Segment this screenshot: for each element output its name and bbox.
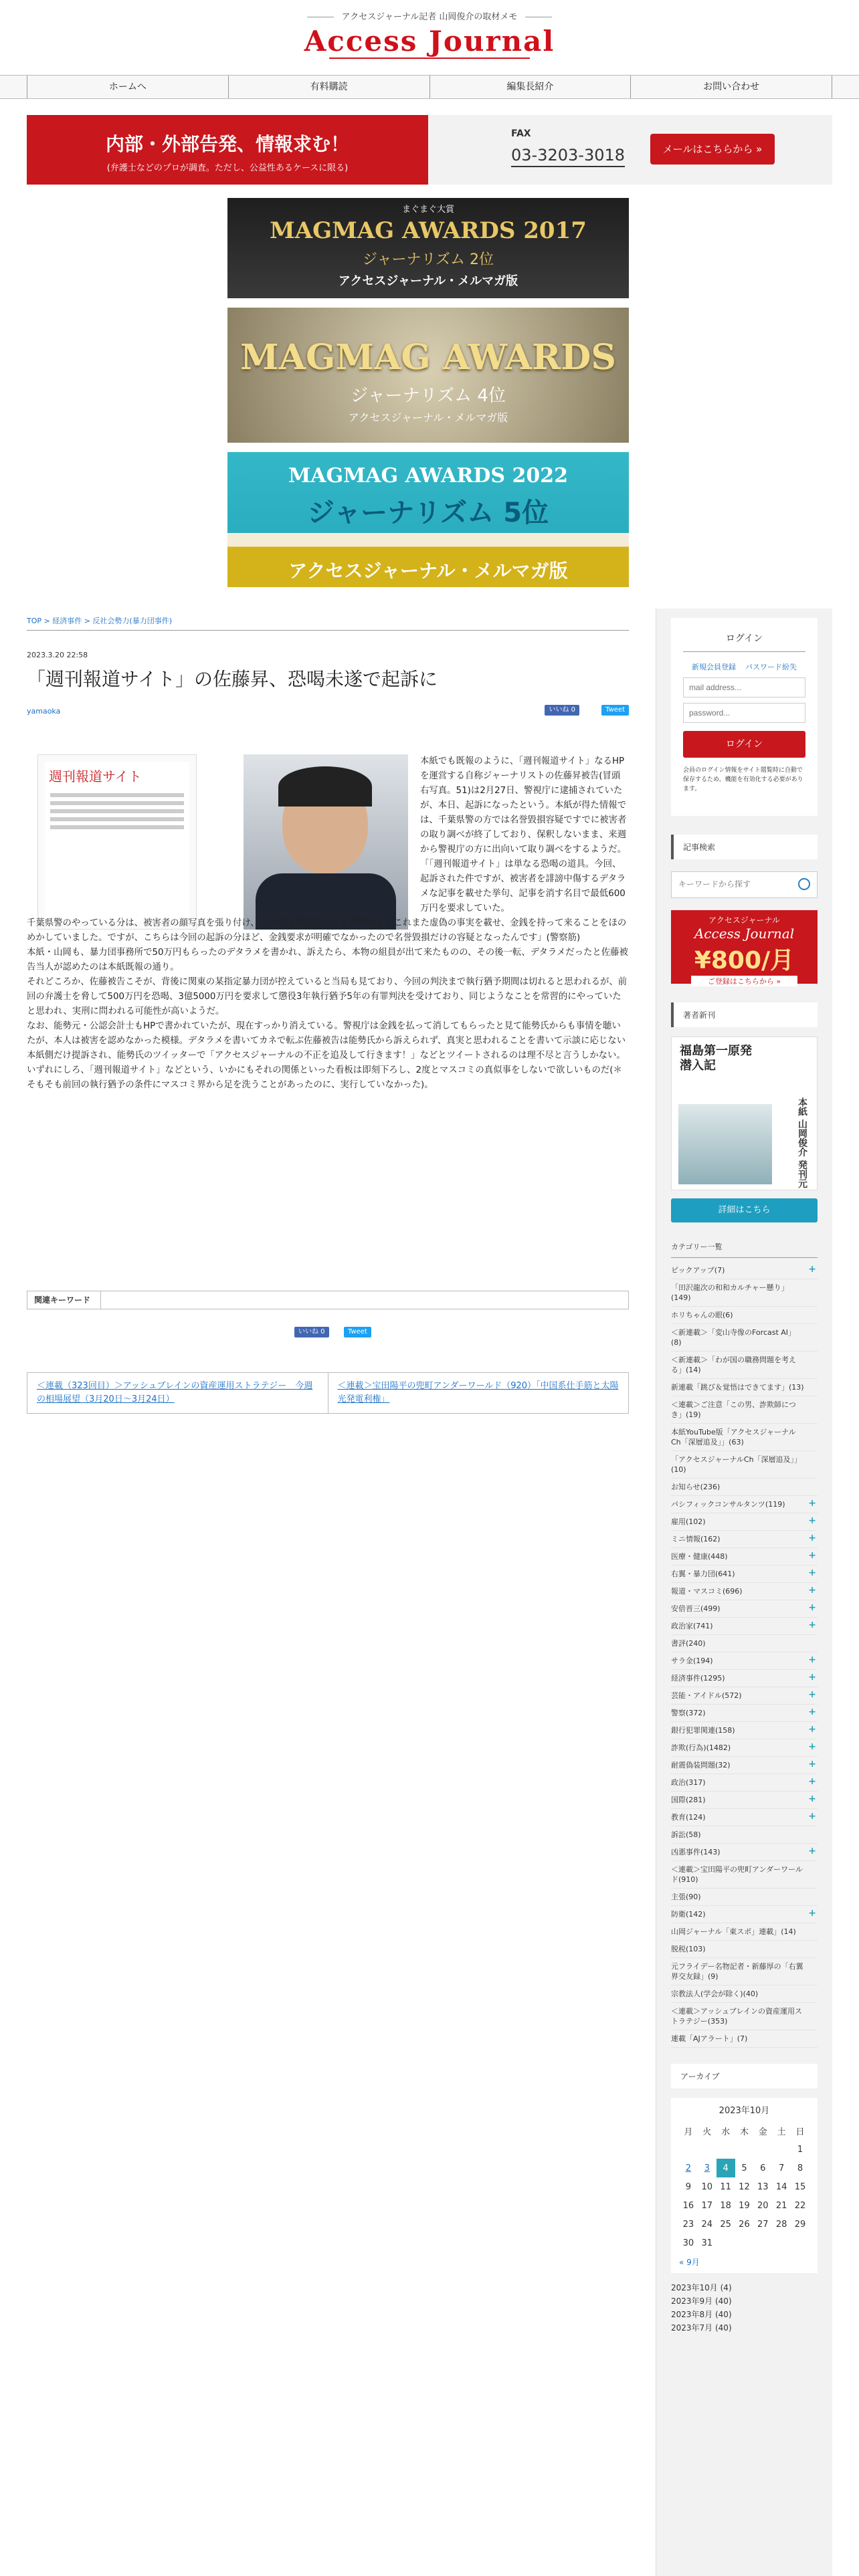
post-date: 2023.3.20 22:58 xyxy=(27,651,88,659)
book-author: 本紙 山岡俊介 発刊元 xyxy=(797,1097,807,1188)
book-detail-button[interactable]: 詳細はこちら xyxy=(671,1198,818,1222)
category-item[interactable] xyxy=(671,1809,818,1826)
facebook-like-button-bottom[interactable]: いいね 0 xyxy=(294,1327,329,1337)
article-paragraph: それどころか、佐藤被告こそが、背後に関東の某指定暴力団が控えていると当局も見ており、今回の判決まで執行猶予期間は切れると思われるが、前回の弁護士を脅して500万円を恐喝、3億5000万円を要求して懲役3年執行猶予5年の有罪判決を受けており、同じようなことを常習的にやっていたと思われ、実刑に問われる可能性が高いようだ。 xyxy=(27,977,628,1016)
category-label: 書評(240) xyxy=(671,1639,706,1648)
calendar-day: 16 xyxy=(682,2200,694,2211)
calendar-day xyxy=(698,2140,717,2159)
calendar-day: 18 xyxy=(720,2200,731,2211)
calendar-day: 31 xyxy=(701,2238,713,2248)
award-rank: ジャーナリズム 2位 xyxy=(362,251,494,268)
site-logo[interactable]: Access Journal xyxy=(304,25,555,58)
expand-plus-icon[interactable]: + xyxy=(808,1759,816,1769)
category-item[interactable] xyxy=(671,1396,818,1424)
category-item[interactable] xyxy=(671,1652,818,1670)
category-item[interactable] xyxy=(671,1670,818,1687)
book-cover[interactable] xyxy=(671,1037,818,1190)
category-item[interactable] xyxy=(671,1705,818,1722)
calendar-day: 20 xyxy=(757,2200,769,2211)
calendar-day: 13 xyxy=(757,2181,769,2192)
category-label: 元フライデー名物記者・新藤厚の「右翼界交友録」(9) xyxy=(671,1962,803,1981)
book-title-line2: 潜入記 xyxy=(680,1059,716,1073)
site-tagline: アクセスジャーナル記者 山岡俊介の取材メモ xyxy=(0,0,859,22)
category-label: 銀行犯罪関連(158) xyxy=(671,1726,735,1735)
calendar-day: 19 xyxy=(739,2200,750,2211)
login-note: 会員のログイン情報をサイト閲覧時に自動で保存するため、機能を有効化する必要があります。 xyxy=(683,767,803,792)
calendar-day: 12 xyxy=(739,2181,750,2192)
calendar-day: 5 xyxy=(741,2163,747,2173)
calendar-day: 28 xyxy=(775,2219,787,2230)
expand-plus-icon[interactable]: + xyxy=(808,1620,816,1630)
category-item[interactable] xyxy=(671,1844,818,1861)
category-label: ＜新連載＞「変山寺像のForcast AI」(8) xyxy=(671,1328,796,1347)
expand-plus-icon[interactable]: + xyxy=(808,1794,816,1804)
calendar-day: 26 xyxy=(739,2219,750,2230)
post-navigation xyxy=(27,1372,629,1414)
screenshot-title: 週刊報道サイト xyxy=(49,768,142,784)
category-list xyxy=(671,1262,818,2048)
article-body xyxy=(27,754,629,1093)
category-item[interactable] xyxy=(671,1958,818,1985)
calendar-day: 27 xyxy=(757,2219,769,2230)
category-label: 経済事件(1295) xyxy=(671,1674,725,1683)
calendar-day: 21 xyxy=(775,2200,787,2211)
tweet-button-bottom[interactable]: Tweet xyxy=(344,1327,371,1337)
search-icon[interactable] xyxy=(798,878,810,890)
expand-plus-icon[interactable]: + xyxy=(808,1689,816,1700)
category-label: 右翼・暴力団(641) xyxy=(671,1570,735,1578)
calendar-weekday: 水 xyxy=(721,2127,731,2137)
tip-promo-banner xyxy=(27,115,832,185)
article-paragraph: 本紙・山岡も、暴力団事務所で50万円もらったのデタラメを書かれ、訴えたら、本物の組員が出て来たものの、その後一転、デタラメだったと佐藤被告当人が認めたのは本紙既報の通り。 xyxy=(27,948,628,972)
expand-plus-icon[interactable]: + xyxy=(808,1672,816,1683)
calendar-day: 24 xyxy=(701,2219,713,2230)
category-label: ＜連載＞アッシュブレインの資産運用ストラテジー(353) xyxy=(671,2007,803,2026)
archive-month-link[interactable]: 2023年10月 (4) xyxy=(671,2283,732,2292)
archive-month-link[interactable]: 2023年8月 (40) xyxy=(671,2310,732,2319)
award-rank: ジャーナリズム 4位 xyxy=(351,386,506,406)
category-item[interactable] xyxy=(671,1687,818,1705)
category-item[interactable] xyxy=(671,1262,818,1279)
category-item[interactable] xyxy=(671,1279,818,1307)
category-item[interactable] xyxy=(671,1479,818,1496)
calendar-day: 22 xyxy=(794,2200,806,2211)
calendar-day: 14 xyxy=(775,2181,787,2192)
calendar-day: 11 xyxy=(720,2181,731,2192)
category-label: 警察(372) xyxy=(671,1709,706,1717)
archive-calendar xyxy=(671,2098,818,2273)
calendar-table xyxy=(679,2121,809,2252)
mag-line3: ご登録はこちらから » xyxy=(691,976,797,986)
category-item[interactable] xyxy=(671,2030,818,2048)
mail-button[interactable]: メールはこちらから » xyxy=(650,134,775,165)
promo-headline: 内部・外部告発、情報求む！ xyxy=(105,133,349,155)
expand-plus-icon[interactable]: + xyxy=(808,1264,816,1275)
category-item[interactable] xyxy=(671,1757,818,1774)
category-item[interactable] xyxy=(671,1352,818,1379)
article-paragraph: いずれにしろ、「週刊報道サイト」などという、いかにもそれの関係といった看板は即刻下ろし、2度とマスコミの真似事をしないで欲しいものだ(＊そもそも前回の執行猶予の条件にマスコミ界から足を洗うことがあったのに、実行していなかった)。 xyxy=(27,1065,622,1090)
categories-title: カテゴリー一覧 xyxy=(671,1241,818,1258)
search-input[interactable] xyxy=(672,872,805,896)
calendar-day xyxy=(772,2234,791,2252)
category-label: 医療・健康(448) xyxy=(671,1552,728,1561)
category-label: ＜連載＞宝田陽平の兜町アンダーワールド(910) xyxy=(671,1865,803,1884)
category-item[interactable] xyxy=(671,1379,818,1396)
expand-plus-icon[interactable]: + xyxy=(808,1724,816,1735)
category-item[interactable] xyxy=(671,1548,818,1566)
article-main xyxy=(27,615,629,1404)
prev-post-link[interactable]: ＜連載（323回目）＞アッシュブレインの資産運用ストラテジー 今週の相場展望（3月20日～3月24日） xyxy=(27,1373,328,1413)
expand-plus-icon[interactable]: + xyxy=(808,1585,816,1596)
award-top-label: まぐまぐ大賞 xyxy=(401,205,454,215)
promo-red-panel[interactable] xyxy=(27,115,428,185)
post-title: 「週刊報道サイト」の佐藤昇、恐喝未遂で起訴に xyxy=(27,668,438,690)
category-label: ＜連載＞ご注意「この男、詐欺師につき」(19) xyxy=(671,1400,796,1419)
expand-plus-icon[interactable]: + xyxy=(808,1776,816,1787)
calendar-day[interactable]: 4 xyxy=(717,2159,735,2177)
expand-plus-icon[interactable]: + xyxy=(808,1498,816,1509)
category-item[interactable] xyxy=(671,1496,818,1513)
mag-line1: アクセスジャーナル xyxy=(708,916,780,925)
calendar-day: 17 xyxy=(701,2200,713,2211)
book-cover-image xyxy=(678,1104,772,1184)
category-item[interactable] xyxy=(671,1739,818,1757)
expand-plus-icon[interactable]: + xyxy=(808,1654,816,1665)
calendar-day xyxy=(679,2140,698,2159)
archive-title: アーカイブ xyxy=(671,2064,818,2088)
category-label: 雇用(102) xyxy=(671,1517,706,1526)
category-label: 政治家(741) xyxy=(671,1622,713,1630)
category-label: 本紙YouTube版「アクセスジャーナルCh「深層追及」」(63) xyxy=(671,1428,796,1446)
article-paragraph: なお、能勢元・公認会計士もHPで書かれていたが、現在すっかり消えている。警視庁は金銭を払って消してもらったと見て能勢氏からも事情を聴いたが、本人は被害を認めなかった模様。デタラメを書いてカネで転ぶ佐藤被告は能勢氏から訴えられず、真実と思われることを書いて示談に応じない本紙側だけ提訴され、能勢氏のツイッターで「アクセスジャーナルの不正を追及して行きます！」などとツイートされるのは理不尽と言うしかない。 xyxy=(27,1021,626,1061)
category-item[interactable] xyxy=(671,1635,818,1652)
calendar-day[interactable]: 2 xyxy=(685,2163,692,2173)
related-keywords xyxy=(27,1291,629,1309)
category-item[interactable] xyxy=(671,1513,818,1531)
next-post-link[interactable]: ＜連載＞宝田陽平の兜町アンダーワールド（920）「中国系仕手筋と太陽光発電利権」 xyxy=(337,1381,619,1404)
category-label: 教育(124) xyxy=(671,1813,706,1822)
category-label: ＜新連載＞「わが国の職務問題を考える」(14) xyxy=(671,1356,796,1374)
archive-month-link[interactable]: 2023年9月 (40) xyxy=(671,2296,732,2306)
magazine-subscribe-banner[interactable] xyxy=(671,910,818,984)
category-item[interactable] xyxy=(671,1906,818,1923)
calendar-day[interactable]: 3 xyxy=(704,2163,710,2173)
nav-subscribe[interactable]: 有料購読 xyxy=(228,76,430,98)
login-title: ログイン xyxy=(683,631,805,652)
calendar-day: 25 xyxy=(720,2219,731,2230)
category-item[interactable] xyxy=(671,1792,818,1809)
search-box xyxy=(671,871,818,898)
category-item[interactable] xyxy=(671,1889,818,1906)
calendar-day: 29 xyxy=(794,2219,806,2230)
category-item[interactable] xyxy=(671,1566,818,1583)
calendar-weekday: 月 xyxy=(684,2127,693,2137)
password-field[interactable] xyxy=(683,703,805,723)
tweet-button[interactable]: Tweet xyxy=(601,705,629,716)
expand-plus-icon[interactable]: + xyxy=(808,1533,816,1543)
expand-plus-icon[interactable]: + xyxy=(808,1707,816,1717)
fax-number: 03-3203-3018 xyxy=(511,146,625,167)
category-item[interactable] xyxy=(671,1531,818,1548)
expand-plus-icon[interactable]: + xyxy=(808,1741,816,1752)
award-banner-2022[interactable] xyxy=(227,452,629,587)
calendar-day xyxy=(753,2140,772,2159)
mag-line2: Access Journal xyxy=(694,926,795,942)
expand-plus-icon[interactable]: + xyxy=(808,1908,816,1919)
award-name: アクセスジャーナル・メルマガ版 xyxy=(288,560,568,582)
promo-subtext: (弁護士などのプロが調査。ただし、公益性あるケースに限る) xyxy=(106,163,349,173)
expand-plus-icon[interactable]: + xyxy=(808,1515,816,1526)
mag-price: ¥800/月 xyxy=(694,947,795,974)
category-label: 新連載「跳び＆覚悟はできてます」(13) xyxy=(671,1383,804,1392)
calendar-day xyxy=(717,2140,735,2159)
related-keywords-label: 関連キーワード xyxy=(27,1291,101,1309)
book-title-line1: 福島第一原発 xyxy=(680,1044,752,1058)
calendar-day xyxy=(772,2140,791,2159)
category-item[interactable] xyxy=(671,1324,818,1352)
category-label: 芸能・アイドル(572) xyxy=(671,1691,742,1700)
calendar-prev-month[interactable]: « 9月 xyxy=(679,2258,700,2267)
nav-contact[interactable]: お問い合わせ xyxy=(630,76,832,98)
category-item[interactable] xyxy=(671,1307,818,1324)
calendar-weekday: 土 xyxy=(777,2127,786,2137)
expand-plus-icon[interactable]: + xyxy=(808,1550,816,1561)
archive-month-link[interactable]: 2023年7月 (40) xyxy=(671,2323,732,2333)
category-item[interactable] xyxy=(671,1600,818,1618)
calendar-day: 23 xyxy=(682,2219,694,2230)
search-widget-title: 記事検索 xyxy=(671,835,818,859)
category-label: 訴訟(58) xyxy=(671,1830,701,1839)
category-item[interactable] xyxy=(671,1826,818,1844)
award-rank: ジャーナリズム 5位 xyxy=(307,498,549,528)
login-links xyxy=(683,661,805,672)
category-item[interactable] xyxy=(671,1923,818,1941)
nav-editor[interactable]: 編集長紹介 xyxy=(430,76,631,98)
logo-underline xyxy=(329,58,530,59)
login-widget xyxy=(671,618,818,816)
category-item[interactable] xyxy=(671,1774,818,1792)
category-label: 報道・マスコミ(696) xyxy=(671,1587,743,1596)
category-label: 山岡ジャーナル「東スポ」連載」(14) xyxy=(671,1927,796,1936)
category-item[interactable] xyxy=(671,1618,818,1635)
nav-home[interactable]: ホームへ xyxy=(27,76,228,98)
calendar-day xyxy=(717,2234,735,2252)
calendar-day xyxy=(735,2140,754,2159)
category-label: 脱税(103) xyxy=(671,1945,706,1953)
category-item[interactable] xyxy=(671,2003,818,2030)
category-label: 詐欺(行為)(1482) xyxy=(671,1743,731,1752)
category-label: 安倍晋三(499) xyxy=(671,1604,721,1613)
calendar-day: 1 xyxy=(797,2144,803,2155)
category-label: 国際(281) xyxy=(671,1796,706,1804)
book-widget-title: 著者新刊 xyxy=(671,1002,818,1027)
award-title: MAGMAG AWARDS 2022 xyxy=(288,464,569,488)
category-item[interactable] xyxy=(671,1424,818,1451)
calendar-weekday: 火 xyxy=(702,2127,712,2137)
category-label: 耐震偽装問題(32) xyxy=(671,1761,731,1769)
award-banner-magmag[interactable] xyxy=(227,308,629,443)
category-item[interactable] xyxy=(671,1861,818,1889)
award-name: アクセスジャーナル・メルマガ版 xyxy=(348,411,508,424)
category-label: 「田沢龍次の和和カルチャー懸り」(149) xyxy=(671,1283,789,1302)
category-label: 「アクセスジャーナルCh「深層追及」」(10) xyxy=(671,1455,802,1474)
category-label: 連載「AJアラート」(7) xyxy=(671,2034,748,2043)
award-banner-2017[interactable] xyxy=(227,198,629,298)
category-label: 主張(90) xyxy=(671,1893,701,1901)
category-label: ピックアップ(7) xyxy=(671,1266,725,1275)
category-label: パシフィックコンサルタンツ(119) xyxy=(671,1500,785,1509)
expand-plus-icon[interactable]: + xyxy=(808,1846,816,1856)
register-link[interactable]: 新規会員登録 xyxy=(692,663,736,671)
award-title: MAGMAG AWARDS xyxy=(240,337,616,378)
calendar-day: 8 xyxy=(797,2163,803,2173)
category-item[interactable] xyxy=(671,1941,818,1958)
calendar-day: 6 xyxy=(760,2163,766,2173)
calendar-day xyxy=(753,2234,772,2252)
calendar-title: 2023年10月 xyxy=(719,2106,770,2116)
award-title: MAGMAG AWARDS 2017 xyxy=(270,217,587,244)
email-field[interactable] xyxy=(683,677,805,697)
category-label: 防衛(142) xyxy=(671,1910,706,1919)
calendar-day: 9 xyxy=(685,2181,692,2192)
global-nav xyxy=(0,75,859,99)
forgot-password-link[interactable]: パスワード紛失 xyxy=(745,663,797,671)
fax-label: FAX xyxy=(511,128,531,139)
login-button[interactable]: ログイン xyxy=(683,731,805,758)
calendar-weekday: 日 xyxy=(795,2127,805,2137)
calendar-day: 30 xyxy=(682,2238,694,2248)
category-item[interactable] xyxy=(671,1583,818,1600)
calendar-weekday: 金 xyxy=(758,2127,767,2137)
award-name: アクセスジャーナル・メルマガ版 xyxy=(338,274,518,288)
calendar-day: 10 xyxy=(701,2181,713,2192)
author-link[interactable]: yamaoka xyxy=(27,707,61,716)
category-label: 政治(317) xyxy=(671,1778,706,1787)
sidebar xyxy=(656,609,832,2576)
breadcrumb[interactable]: TOP > 経済事件 > 反社会勢力(暴力団事件) xyxy=(27,615,629,631)
book-title xyxy=(680,1044,752,1073)
category-label: ミニ情報(162) xyxy=(671,1535,721,1543)
category-label: 宗教法人(学会が除く)(40) xyxy=(671,1990,759,1998)
archive-list xyxy=(671,2281,818,2335)
site-header xyxy=(0,0,859,72)
calendar-day xyxy=(735,2234,754,2252)
category-item[interactable] xyxy=(671,1451,818,1479)
calendar-day: 7 xyxy=(779,2163,785,2173)
expand-plus-icon[interactable]: + xyxy=(808,1568,816,1578)
expand-plus-icon[interactable]: + xyxy=(808,1811,816,1822)
category-label: 凶悪事件(143) xyxy=(671,1848,721,1856)
calendar-day xyxy=(791,2234,809,2252)
category-label: サラ金(194) xyxy=(671,1656,713,1665)
category-label: お知らせ(236) xyxy=(671,1483,721,1491)
expand-plus-icon[interactable]: + xyxy=(808,1602,816,1613)
article-paragraph: 千葉県警のやっている分は、被害者の顔写真を張り付け、この者は指定暴力団と関係あるとこれまた虚偽の事実を載せ、金銭を持って来ることをほのめかしていました。ですが、こちらは今回の起訴の分ほど、金銭要求が明確でなかったので名誉毀損だけの容疑となったんです」(警察筋) xyxy=(27,918,627,943)
category-label: ホリちゃんの眼(6) xyxy=(671,1311,733,1319)
facebook-like-button[interactable]: いいね 0 xyxy=(545,705,579,716)
article-intro: 本紙でも既報のように、「週刊報道サイト」なるHPを運営する自称ジャーナリストの佐藤昇被告(冒頭右写真。51)は2月27日、警視庁に逮捕されていたが、本日、起訴になったという。本紙が得た情報では、千葉県警の方では名誉毀損容疑ですでに被害者の取り調べが終了しており、保釈しないまま、来週から警視庁の方に出向いて取り調べをするようだ。「「週刊報道サイト」は単なる恐喝の道具。今回、起訴された件ですが、被害者を誹謗中傷するデタラメな記事を載せた挙句、記事を消す名目で最低600万円を要求していた。 xyxy=(420,756,627,914)
calendar-day: 15 xyxy=(794,2181,806,2192)
category-item[interactable] xyxy=(671,1722,818,1739)
author-row xyxy=(27,704,629,718)
category-item[interactable] xyxy=(671,1985,818,2003)
calendar-weekday: 木 xyxy=(739,2127,749,2137)
